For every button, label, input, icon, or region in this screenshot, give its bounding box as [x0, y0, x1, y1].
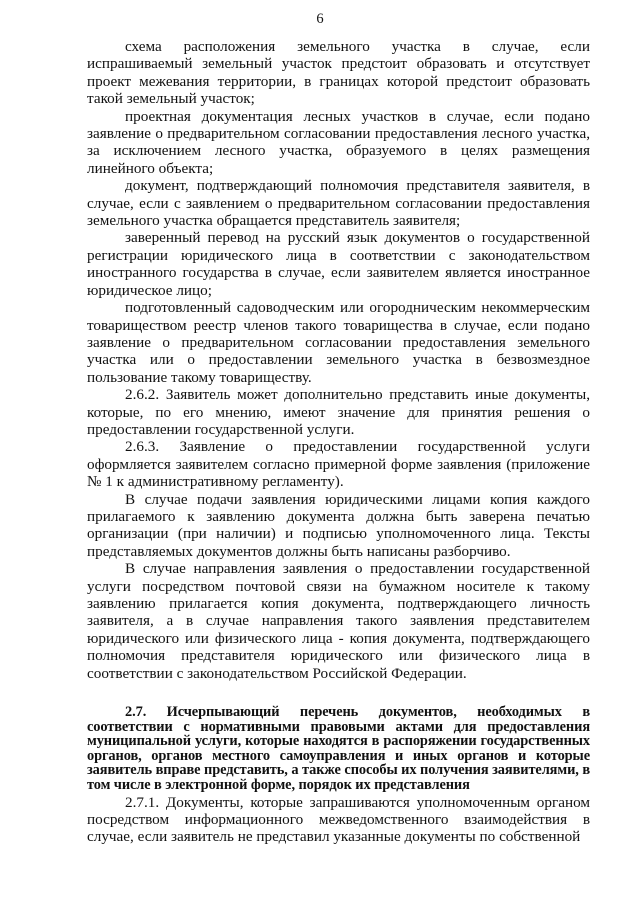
- paragraph-forest-documentation: проектная документация лесных участков в случае, если подано заявление о предварительном согласовании предоставления лесного участка, за исключением лесного участка, образуемого в целях размещения линейного объекта;: [87, 107, 590, 177]
- paragraph-postal-submission: В случае направления заявления о предоставлении государственной услуги посредством почтовой связи на бумажном носителе к такому заявлению прилагается копия документа, подтверждающего личность заявителя, а в случае направления такого заявления представителем юридического или физического лица - копия документа, подтверждающего полномочия представителя юридического или физического лица в соответствии с законодательством Российской Федерации.: [87, 560, 590, 682]
- page-number: 6: [316, 11, 324, 27]
- paragraph-gardening-registry: подготовленный садоводческим или огородническим некоммерческим товариществом реестр членов такого товарищества в случае, если подано заявление о предварительном согласовании предоставления земельного участка или о предоставлении земельного участка в безвозмездное пользование такому товариществу.: [87, 299, 590, 386]
- paragraph-land-plot-scheme: схема расположения земельного участка в случае, если испрашиваемый земельный участок предстоит образовать и отсутствует проект межевания территории, в границах которой предстоит образовать такой земельный участок;: [87, 38, 590, 108]
- section-heading-2-7: 2.7. Исчерпывающий перечень документов, необходимых в соответствии с нормативными правовыми актами для предоставления муниципальной услуги, которые находятся в распоряжении государственных органов, органов местного самоуправления и иных органов и которые заявитель вправе представить, а также способы их получения заявителями, в том числе в электронной форме, порядок их представления: [87, 704, 590, 793]
- document-body: [87, 38, 590, 846]
- paragraph-certified-translation: заверенный перевод на русский язык документов о государственной регистрации юридического лица в соответствии с законодательством иностранного государства в случае, если заявителем является иностранное юридическое лицо;: [87, 229, 590, 299]
- paragraph-2-6-3: 2.6.3. Заявление о предоставлении государственной услуги оформляется заявителем согласно примерной форме заявления (приложение № 1 к административному регламенту).: [87, 438, 590, 491]
- paragraph-2-6-2: 2.6.2. Заявитель может дополнительно представить иные документы, которые, по его мнению, имеют значение для принятия решения о предоставлении государственной услуги.: [87, 386, 590, 438]
- paragraph-legal-entities: В случае подачи заявления юридическими лицами копия каждого прилагаемого к заявлению документа должна быть заверена печатью организации (при наличии) и подписью уполномоченного лица. Тексты представляемых документов должны быть написаны разборчиво.: [87, 490, 590, 560]
- paragraph-2-7-1: 2.7.1. Документы, которые запрашиваются уполномоченным органом посредством информационного межведомственного взаимодействия в случае, если заявитель не представил указанные документы по собственной: [87, 793, 590, 846]
- paragraph-representative-authority: документ, подтверждающий полномочия представителя заявителя, в случае, если с заявлением о предварительном согласовании предоставления земельного участка обращается представитель заявителя;: [87, 177, 590, 230]
